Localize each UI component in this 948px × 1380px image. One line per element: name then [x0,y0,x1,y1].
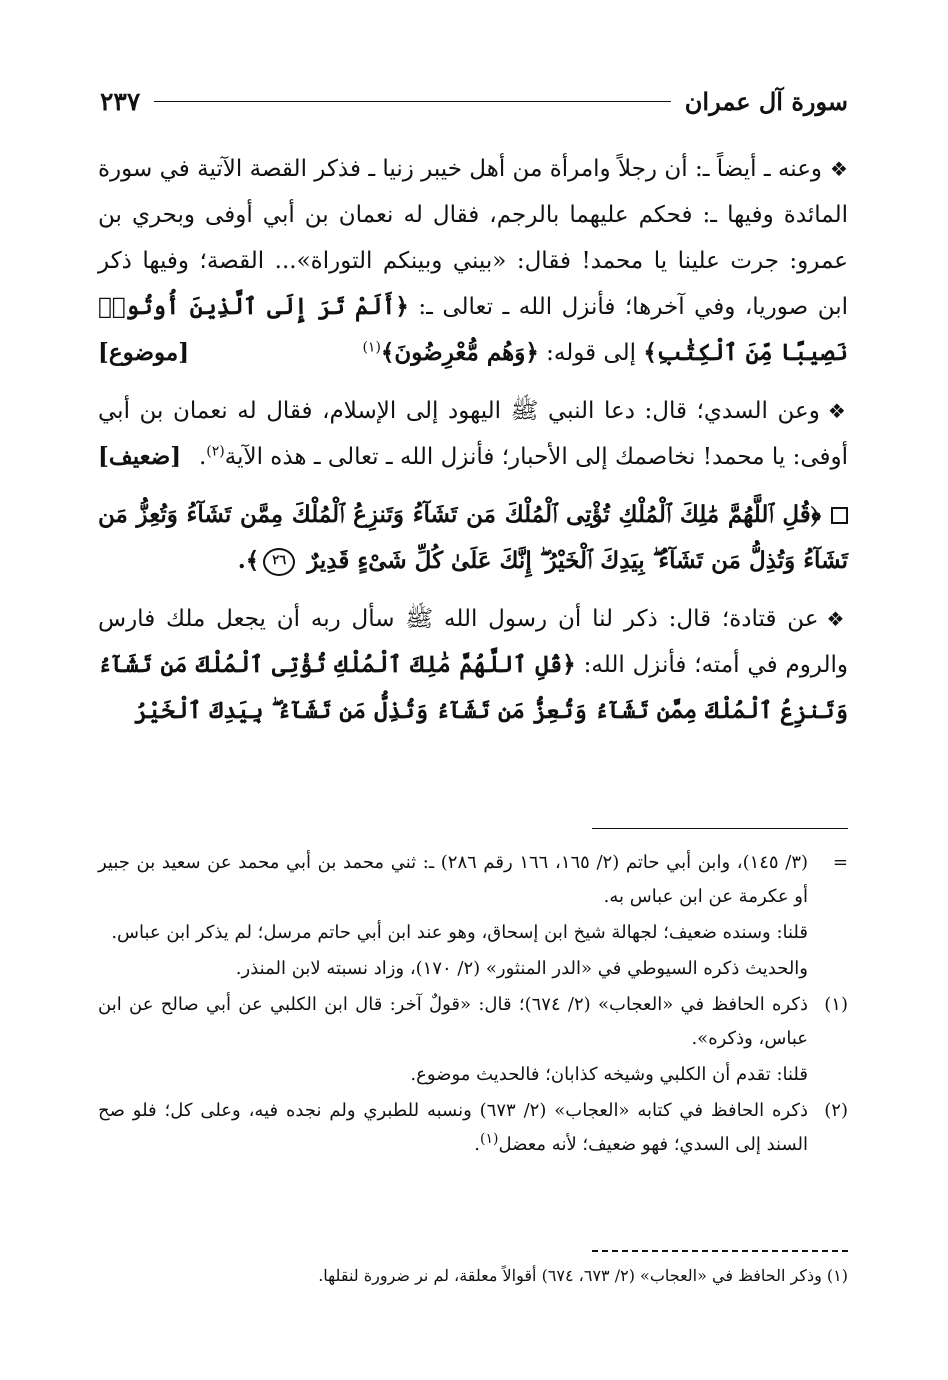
diamond-bullet-icon: ❖ [830,157,848,181]
ayah-number-marker: ٢٦ [263,548,295,576]
footnote-mark: (٢) [824,1100,848,1121]
footnotes [98,846,848,1164]
main-text [98,146,848,746]
footnote-sub: قلنا: وسنده ضعيف؛ لجهالة شيخ ابن إسحاق، وهو عند ابن أبي حاتم مرسل؛ لم يذكر ابن عباس. [111,922,808,943]
verse-quote: ﴿أَلَمْ تَرَ إِلَى ٱلَّذِينَ أُوتُوا۟ نَصِيبًا مِّنَ ٱلْكِتَٰبِ﴾ [98,293,848,366]
subnote-mark: (١) [826,1266,848,1285]
footnote-text-wrap [98,1094,808,1162]
surah-title: سورة آل عمران [684,86,848,116]
footnote-text: ذكره الحافظ في كتابه «العجاب» (٢/ ٦٧٣) ونسبه للطبري ولم نجده فيه، وعلى كل؛ فلو صح السند إلى السدي؛ فهو ضعيف؛ لأنه معضل [98,1100,808,1155]
header-rule [154,101,670,102]
paragraph-3 [98,596,848,734]
footnote-ref[interactable]: (٢) [206,443,225,460]
footnote-ref[interactable]: (١) [480,1131,499,1147]
paragraph-1 [98,146,848,376]
verse-close: ﴾. [237,547,260,574]
footnote-ref[interactable]: (١) [362,339,381,356]
footnote-continuation [98,846,848,914]
quran-verse-text: ﴿قُلِ ٱللَّهُمَّ مَٰلِكَ ٱلْمُلْكِ تُؤْتِى ٱلْمُلْكَ مَن تَشَآءُ وَتَنزِعُ ٱلْمُلْكَ مِمَّن تَشَآءُ وَتُعِزُّ مَن تَشَآءُ وَتُذِلُّ مَن تَشَآءُ ۖ بِيَدِكَ ٱلْخَيْرُ ۖ إِنَّكَ عَلَىٰ كُلِّ شَىْءٍ قَدِيرٌ [98,501,848,574]
verse-quote: ﴿وَهُم مُّعْرِضُونَ﴾ [380,339,539,366]
grade-label: [موضوع] [98,339,190,366]
subnote-text: وذكر الحافظ في «العجاب» (٢/ ٦٧٣، ٦٧٤) أقوالاً معلقة، لم نر ضرورة لنقلها. [318,1266,822,1285]
footnote-end: . [474,1134,481,1155]
footnote-mark: (١) [824,994,848,1015]
diamond-bullet-icon: ❖ [827,399,849,423]
footnote-separator [592,828,848,829]
footnote-sub: والحديث ذكره السيوطي في «الدر المنثور» (٢/ ١٧٠)، وزاد نسبته لابن المنذر. [235,958,808,979]
grade-label: [ضعيف] [98,443,182,470]
subnote-separator [592,1250,848,1252]
paragraph-2: ❖وعن السدي؛ قال: دعا النبي ﷺ اليهود إلى الإسلام، فقال له نعمان بن أبي أوفى: يا محمد! نخاصمك إلى الأحبار؛ فأنزل الله ـ تعالى ـ هذه الآية$^{(٢)}$. [ضعيف] [98,388,848,480]
footnote-text: (٣/ ١٤٥)، وابن أبي حاتم (٢/ ١٦٥، ١٦٦ رقم ٢٨٦) ـ: ثني محمد بن أبي محمد عن سعيد بن جبير أو عكرمة عن ابن عباس به. [98,852,809,907]
subnote [98,1262,848,1290]
running-head [100,84,848,118]
paragraph-2-text: وعن السدي؛ قال: دعا النبي ﷺ اليهود إلى الإسلام، فقال له نعمان بن أبي أوفى: يا محمد! نخاصمك إلى الأحبار؛ فأنزل الله ـ تعالى ـ هذه الآية [98,398,848,470]
page-number: ٢٣٧ [100,86,141,116]
paragraph-3-text: عن قتادة؛ قال: ذكر لنا أن رسول الله ﷺ سأل ربه أن يجعل ملك فارس والروم في أمته؛ فأنزل الله: [98,606,849,678]
connector-text: إلى قوله: [538,340,644,366]
paragraph-1-text: وعنه ـ أيضاً ـ: أن رجلاً وامرأة من أهل خيبر زنيا ـ فذكر القصة الآتية في سورة المائدة وفيها ـ: فحكم عليهما بالرجم، فقال له نعمان بن أبي أوفى وبحري بن عمرو: جرت علينا يا محمد! فقال: «بيني وبينكم التوراة»... القصة؛ وفيها ذكر ابن صوريا، وفي آخرها؛ فأنزل الله ـ تعالى ـ: [98,156,848,320]
square-marker-icon [831,507,848,524]
footnote-sub: قلنا: تقدم أن الكلبي وشيخه كذابان؛ فالحديث موضوع. [410,1064,808,1085]
quran-verse-block [98,492,848,584]
footnote-text: ذكره الحافظ في «العجاب» (٢/ ٦٧٤)؛ قال: «قولٌ آخر: قال ابن الكلبي عن أبي صالح عن ابن عباس، وذكره». [98,994,808,1049]
footnote-mark: = [832,852,848,873]
verse-quote: ﴿قُلِ ٱللَّهُمَّ مَٰلِكَ ٱلْمُلْكِ تُؤْتِى ٱلْمُلْكَ مَن تَشَآءُ وَتَنزِعُ ٱلْمُلْكَ مِمَّن تَشَآءُ وَتُعِزُّ مَن تَشَآءُ وَتُذِلُّ مَن تَشَآءُ ۖ بِيَدِكَ ٱلْخَيْرُ [98,651,848,724]
footnote-1 [98,988,848,1056]
diamond-bullet-icon: ❖ [826,607,848,631]
footnote-2 [98,1094,848,1162]
